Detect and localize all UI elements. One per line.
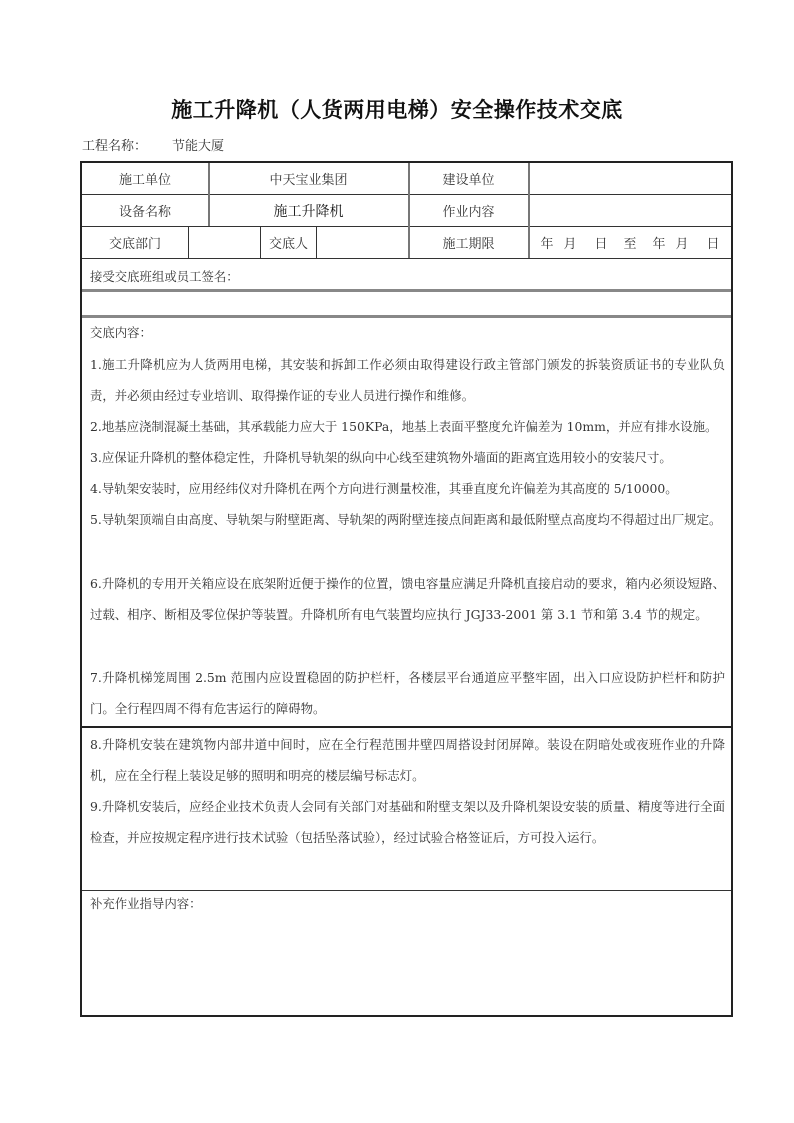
supplement-field[interactable] bbox=[82, 915, 731, 1013]
date-end-month: 月 bbox=[675, 237, 689, 252]
content-item-1: 1.施工升降机应为人货两用电梯，其安装和拆卸工作必须由取得建设行政主管部门颁发的拆装资质证书的专业队负责，并必须由经过专业培训、取得操作证的专业人员进行操作和维修。 bbox=[90, 357, 725, 403]
disclosure-form-table bbox=[80, 161, 733, 1017]
content-item-9: 9.升降机安装后，应经企业技术负责人会同有关部门对基础和附壁支架以及升降机架设安装的质量、精度等进行全面检查，并应按规定程序进行技术试验（包括坠落试验），经过试验合格签证后，方可投入运行。 bbox=[90, 799, 725, 845]
section-divider bbox=[82, 726, 731, 728]
disclosure-department-value[interactable] bbox=[189, 227, 260, 258]
content-label: 交底内容： bbox=[90, 325, 152, 340]
work-content-label: 作业内容 bbox=[442, 205, 495, 220]
date-start-year: 年 bbox=[540, 237, 554, 252]
construction-period-value[interactable] bbox=[529, 227, 731, 258]
date-end-year: 年 bbox=[652, 237, 666, 252]
signature-field[interactable] bbox=[82, 292, 731, 315]
content-item-2: 2.地基应浇制混凝土基础，其承载能力应大于 150KPa，地基上表面平整度允许偏差为 10mm，并应有排水设施。 bbox=[90, 419, 718, 434]
equipment-name-value[interactable]: 施工升降机 bbox=[273, 203, 344, 220]
content-item-7: 7.升降机梯笼周围 2.5m 范围内应设置稳固的防护栏杆，各楼层平台通道应平整牢固，出入口应设防护栏杆和防护门。全行程四周不得有危害运行的障碍物。 bbox=[90, 670, 725, 716]
date-start-month: 月 bbox=[563, 237, 577, 252]
date-end-day: 日 bbox=[706, 237, 720, 252]
row-divider bbox=[82, 890, 731, 891]
project-name-row bbox=[82, 135, 224, 154]
discloser-label: 交底人 bbox=[268, 237, 308, 252]
building-unit-label: 建设单位 bbox=[442, 173, 495, 188]
equipment-name-label: 设备名称 bbox=[118, 205, 171, 220]
document-title: 施工升降机（人货两用电梯）安全操作技术交底 bbox=[171, 98, 623, 122]
disclosure-department-label: 交底部门 bbox=[108, 237, 161, 252]
content-item-4: 4.导轨架安装时，应用经纬仪对升降机在两个方向进行测量校准，其垂直度允许偏差为其高度的 5/10000。 bbox=[90, 481, 678, 496]
project-name-label: 工程名称： bbox=[82, 139, 148, 154]
building-unit-value[interactable] bbox=[529, 163, 731, 194]
row-divider bbox=[82, 258, 731, 259]
signature-label: 接受交底班组或员工签名： bbox=[90, 269, 239, 284]
content-item-8: 8.升降机安装在建筑物内部井道中间时，应在全行程范围井壁四周搭设封闭屏障。装设在阴暗处或夜班作业的升降机，应在全行程上装设足够的照明和明亮的楼层编号标志灯。 bbox=[90, 737, 725, 783]
row-divider bbox=[82, 315, 731, 318]
date-to: 至 bbox=[623, 237, 637, 252]
discloser-value[interactable] bbox=[317, 227, 408, 258]
supplement-label: 补充作业指导内容： bbox=[90, 896, 202, 911]
date-start-day: 日 bbox=[594, 237, 608, 252]
construction-unit-value[interactable]: 中天宝业集团 bbox=[269, 173, 348, 188]
content-item-5: 5.导轨架顶端自由高度、导轨架与附壁距离、导轨架的两附壁连接点间距离和最低附壁点高度均不得超过出厂规定。 bbox=[90, 512, 722, 527]
project-name-value: 节能大厦 bbox=[172, 139, 225, 154]
content-item-3: 3.应保证升降机的整体稳定性，升降机导轨架的纵向中心线至建筑物外墙面的距离宜选用较小的安装尺寸。 bbox=[90, 450, 672, 465]
content-item-6: 6.升降机的专用开关箱应设在底架附近便于操作的位置，馈电容量应满足升降机直接启动的要求，箱内必须设短路、过载、相序、断相及零位保护等装置。升降机所有电气装置均应执行 JGJ33-2001 第 3.1 节和第 3.4 节的规定。 bbox=[90, 576, 725, 622]
work-content-value[interactable] bbox=[529, 195, 731, 226]
construction-period-label: 施工期限 bbox=[442, 237, 495, 252]
construction-unit-label: 施工单位 bbox=[118, 173, 171, 188]
